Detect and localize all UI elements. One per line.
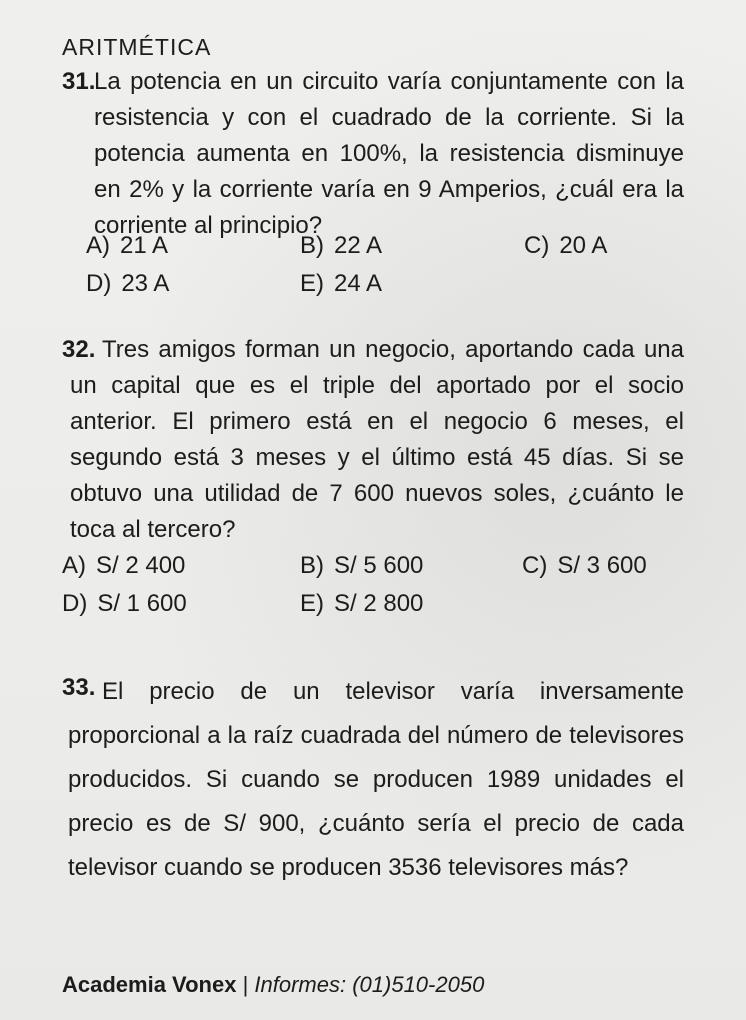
option-value: 23 A [121,270,170,297]
option-value: S/ 5 600 [334,552,424,579]
option-c [522,552,647,580]
footer-separator: | [236,972,255,997]
question-text: La potencia en un circuito varía conjuntamente con la resistencia y con el cuadrado de la corriente. Si la potencia aumenta en 100%, la resistencia disminuye en 2% y la corriente varía en 9 Amperios, ¿cuál era la corriente al principio? [94,68,684,239]
question-number: 31. [62,68,96,95]
option-e [300,590,423,618]
option-a [62,552,185,580]
option-b [300,232,382,260]
option-letter: E) [300,590,324,617]
question-32 [62,330,684,630]
option-letter: C) [524,232,550,259]
option-letter: B) [300,552,324,579]
question-number: 32. [62,336,96,363]
option-e [300,270,382,298]
option-value: 24 A [334,270,383,297]
option-letter: A) [86,232,110,259]
option-d [62,590,187,618]
question-text: El precio de un televisor varía inversamente proporcional a la raíz cuadrada del número de televisores producidos. Si cuando se producen 1989 unidades el precio es de S/ 900, ¿cuánto sería el precio de cada televisor cuando se producen 3536 televisores más? [68,678,684,881]
option-letter: A) [62,552,86,579]
option-letter: C) [522,552,548,579]
option-value: S/ 2 400 [96,552,186,579]
option-value: S/ 1 600 [97,590,187,617]
option-c [524,232,607,260]
option-a [86,232,168,260]
option-letter: B) [300,232,324,259]
option-letter: D) [62,590,88,617]
question-text: Tres amigos forman un negocio, aportando cada una un capital que es el triple del aportado por el socio anterior. El primero está en el negocio 6 meses, el segundo está 3 meses y el último está 45 días. Si se obtuvo una utilidad de 7 600 nuevos soles, ¿cuánto le toca al tercero? [70,336,684,543]
section-title: ARITMÉTICA [62,34,212,60]
option-b [300,552,423,580]
option-letter: E) [300,270,324,297]
footer [62,972,484,998]
option-value: 21 A [120,232,169,259]
option-value: 20 A [559,232,608,259]
option-value: 22 A [334,232,383,259]
footer-contact: Informes: (01)510-2050 [254,972,485,997]
question-number: 33. [62,674,96,701]
question-33 [62,668,684,918]
option-value: S/ 3 600 [557,552,647,579]
footer-brand: Academia Vonex [62,972,237,997]
option-d [86,270,169,298]
option-letter: D) [86,270,112,297]
question-31 [62,62,684,352]
option-value: S/ 2 800 [334,590,424,617]
